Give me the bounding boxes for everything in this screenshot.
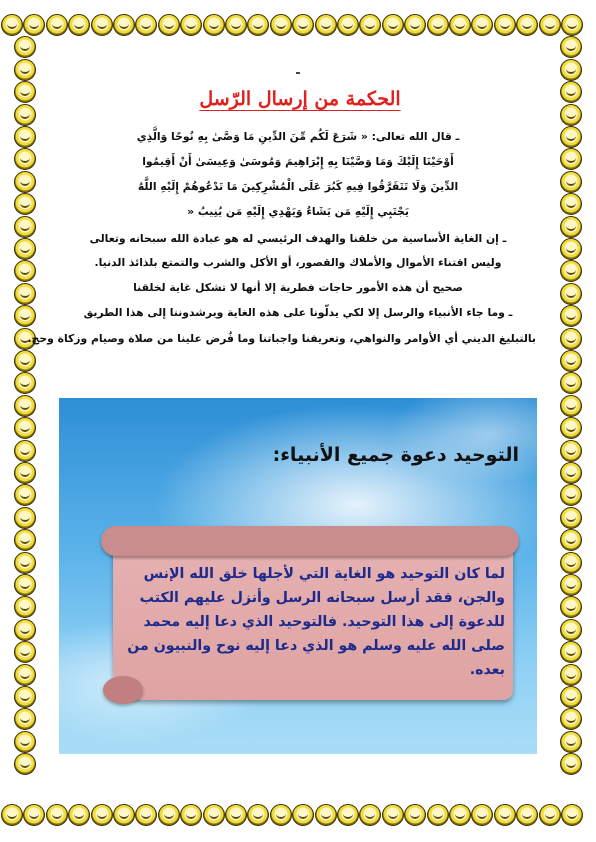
border-ring-icon: [23, 14, 45, 36]
scroll-banner: [101, 526, 519, 704]
border-ring-icon: [270, 14, 292, 36]
border-ring-icon: [560, 753, 582, 775]
border-ring-icon: [14, 686, 36, 708]
border-ring-icon: [14, 372, 36, 394]
border-ring-icon: [560, 462, 582, 484]
border-ring-icon: [14, 529, 36, 551]
border-ring-icon: [14, 81, 36, 103]
body-line: وليس اقتناء الأموال والأملاك والقصور، أو الأكل والشرب والتمتع بلذائذ الدنيا.: [94, 256, 502, 269]
dot-mark: [296, 72, 300, 74]
border-ring-icon: [14, 238, 36, 260]
border-ring-icon: [382, 804, 404, 826]
border-ring-icon: [449, 14, 471, 36]
border-ring-icon: [516, 804, 538, 826]
border-ring-icon: [539, 804, 561, 826]
body-line: ـ إن الغاية الأساسية من خلقنا والهدف الرئيسي له هو عبادة الله سبحانه وتعالى: [89, 232, 507, 245]
border-ring-icon: [382, 14, 404, 36]
border-ring-icon: [14, 171, 36, 193]
border-ring-icon: [225, 14, 247, 36]
verse-line: ـ قال الله تعالى: « شَرَعَ لَكُم مِّنَ الدِّينِ مَا وَصَّىٰ بِهِ نُوحًا وَالَّذِي: [136, 130, 460, 143]
border-ring-icon: [560, 59, 582, 81]
border-ring-icon: [14, 283, 36, 305]
border-ring-icon: [560, 440, 582, 462]
border-ring-icon: [404, 804, 426, 826]
border-ring-icon: [337, 14, 359, 36]
border-ring-icon: [560, 193, 582, 215]
border-ring-icon: [247, 14, 269, 36]
border-ring-icon: [14, 708, 36, 730]
border-ring-icon: [292, 14, 314, 36]
border-ring-icon: [560, 641, 582, 663]
border-ring-icon: [91, 14, 113, 36]
border-ring-icon: [494, 804, 516, 826]
border-ring-icon: [14, 417, 36, 439]
border-ring-icon: [135, 804, 157, 826]
border-ring-icon: [68, 14, 90, 36]
verse-line: أَوْحَيْنَا إِلَيْكَ وَمَا وَصَّيْنَا بِهِ إِبْرَاهِيمَ وَمُوسَىٰ وَعِيسَىٰ أَنْ أَقِيمُوا: [142, 155, 454, 168]
sky-image-box: [59, 398, 537, 754]
border-ring-icon: [14, 148, 36, 170]
border-ring-icon: [14, 731, 36, 753]
border-ring-icon: [14, 440, 36, 462]
border-ring-icon: [14, 104, 36, 126]
border-ring-icon: [14, 552, 36, 574]
border-ring-icon: [560, 484, 582, 506]
border-ring-icon: [158, 804, 180, 826]
border-ring-icon: [560, 238, 582, 260]
border-ring-icon: [203, 14, 225, 36]
border-ring-icon: [14, 507, 36, 529]
border-ring-icon: [14, 462, 36, 484]
border-ring-icon: [560, 731, 582, 753]
border-ring-icon: [46, 804, 68, 826]
border-ring-icon: [560, 619, 582, 641]
border-ring-icon: [561, 804, 583, 826]
border-ring-icon: [315, 14, 337, 36]
border-ring-icon: [560, 350, 582, 372]
border-ring-icon: [180, 14, 202, 36]
border-ring-icon: [14, 596, 36, 618]
border-ring-icon: [23, 804, 45, 826]
border-ring-icon: [180, 804, 202, 826]
border-ring-icon: [158, 14, 180, 36]
border-ring-icon: [14, 59, 36, 81]
border-ring-icon: [560, 81, 582, 103]
border-ring-icon: [1, 804, 23, 826]
border-ring-icon: [560, 148, 582, 170]
border-ring-icon: [14, 216, 36, 238]
border-ring-icon: [46, 14, 68, 36]
page-title: الحكمة من إرسال الرّسل: [199, 88, 401, 110]
border-ring-icon: [560, 36, 582, 58]
border-ring-icon: [539, 14, 561, 36]
scroll-text: لما كان التوحيد هو الغاية التي لأجلها خلق الله الإنس والجن، فقد أرسل سبحانه الرسل وأنزل عليهم الكتب للدعوة إلى هذا التوحيد. فالتوحيد الذي دعا إليه محمد صلى الله عليه وسلم هو الذي دعا إليه نوح والنبيون من بعده.: [127, 566, 505, 678]
body-line: بالتبليغ الديني أي الأوامر والنواهي، وتعريفنا واجباتنا وما فُرض علينا من صلاة وصيام وزكاة وحج.: [27, 332, 536, 345]
border-ring-icon: [471, 804, 493, 826]
border-ring-icon: [561, 14, 583, 36]
border-ring-icon: [560, 260, 582, 282]
border-ring-icon: [14, 36, 36, 58]
border-ring-icon: [404, 14, 426, 36]
border-ring-icon: [14, 484, 36, 506]
border-ring-icon: [225, 804, 247, 826]
verse-line: يَجْتَبِي إِلَيْهِ مَن يَشَاءُ وَيَهْدِي إِلَيْهِ مَن يُنِيبُ «: [187, 205, 409, 218]
border-ring-icon: [560, 126, 582, 148]
border-ring-icon: [247, 804, 269, 826]
border-ring-icon: [449, 804, 471, 826]
border-ring-icon: [14, 126, 36, 148]
border-ring-icon: [494, 14, 516, 36]
body-line: صحيح أن هذه الأمور حاجات فطرية إلا أنها لا تشكل غاية لخلقنا: [133, 281, 463, 294]
border-ring-icon: [560, 686, 582, 708]
border-ring-icon: [14, 664, 36, 686]
border-ring-icon: [560, 552, 582, 574]
border-ring-icon: [359, 14, 381, 36]
border-ring-icon: [560, 283, 582, 305]
border-ring-icon: [516, 14, 538, 36]
border-ring-icon: [560, 507, 582, 529]
border-ring-icon: [560, 395, 582, 417]
border-ring-icon: [14, 305, 36, 327]
border-ring-icon: [560, 216, 582, 238]
border-ring-icon: [560, 328, 582, 350]
border-ring-icon: [560, 372, 582, 394]
border-ring-icon: [427, 804, 449, 826]
border-ring-icon: [471, 14, 493, 36]
border-ring-icon: [359, 804, 381, 826]
verse-line: الدِّينَ وَلَا تَتَفَرَّقُوا فِيهِ كَبُرَ عَلَى الْمُشْرِكِينَ مَا تَدْعُوهُمْ إِلَيْهِ اللَّهُ: [137, 180, 459, 193]
border-ring-icon: [14, 350, 36, 372]
border-ring-icon: [560, 529, 582, 551]
border-ring-icon: [560, 417, 582, 439]
border-ring-icon: [560, 171, 582, 193]
border-ring-icon: [560, 664, 582, 686]
border-ring-icon: [203, 804, 225, 826]
body-line: ـ وما جاء الأنبياء والرسل إلا لكي يدلّونا على هذه الغاية ويرشدوننا إلى هذا الطريق: [83, 306, 513, 319]
image-heading: التوحيد دعوة جميع الأنبياء:: [272, 444, 519, 466]
border-ring-icon: [14, 193, 36, 215]
border-ring-icon: [14, 619, 36, 641]
border-ring-icon: [560, 596, 582, 618]
scroll-top-roll: [101, 526, 519, 556]
border-ring-icon: [14, 574, 36, 596]
border-ring-icon: [315, 804, 337, 826]
border-ring-icon: [560, 708, 582, 730]
border-ring-icon: [91, 804, 113, 826]
border-ring-icon: [14, 395, 36, 417]
border-ring-icon: [1, 14, 23, 36]
border-ring-icon: [14, 260, 36, 282]
border-ring-icon: [292, 804, 314, 826]
border-ring-icon: [560, 574, 582, 596]
border-ring-icon: [135, 14, 157, 36]
border-ring-icon: [337, 804, 359, 826]
border-ring-icon: [14, 641, 36, 663]
border-ring-icon: [270, 804, 292, 826]
border-ring-icon: [427, 14, 449, 36]
border-ring-icon: [68, 804, 90, 826]
border-ring-icon: [113, 14, 135, 36]
border-ring-icon: [113, 804, 135, 826]
border-ring-icon: [14, 753, 36, 775]
border-ring-icon: [560, 104, 582, 126]
border-ring-icon: [560, 305, 582, 327]
